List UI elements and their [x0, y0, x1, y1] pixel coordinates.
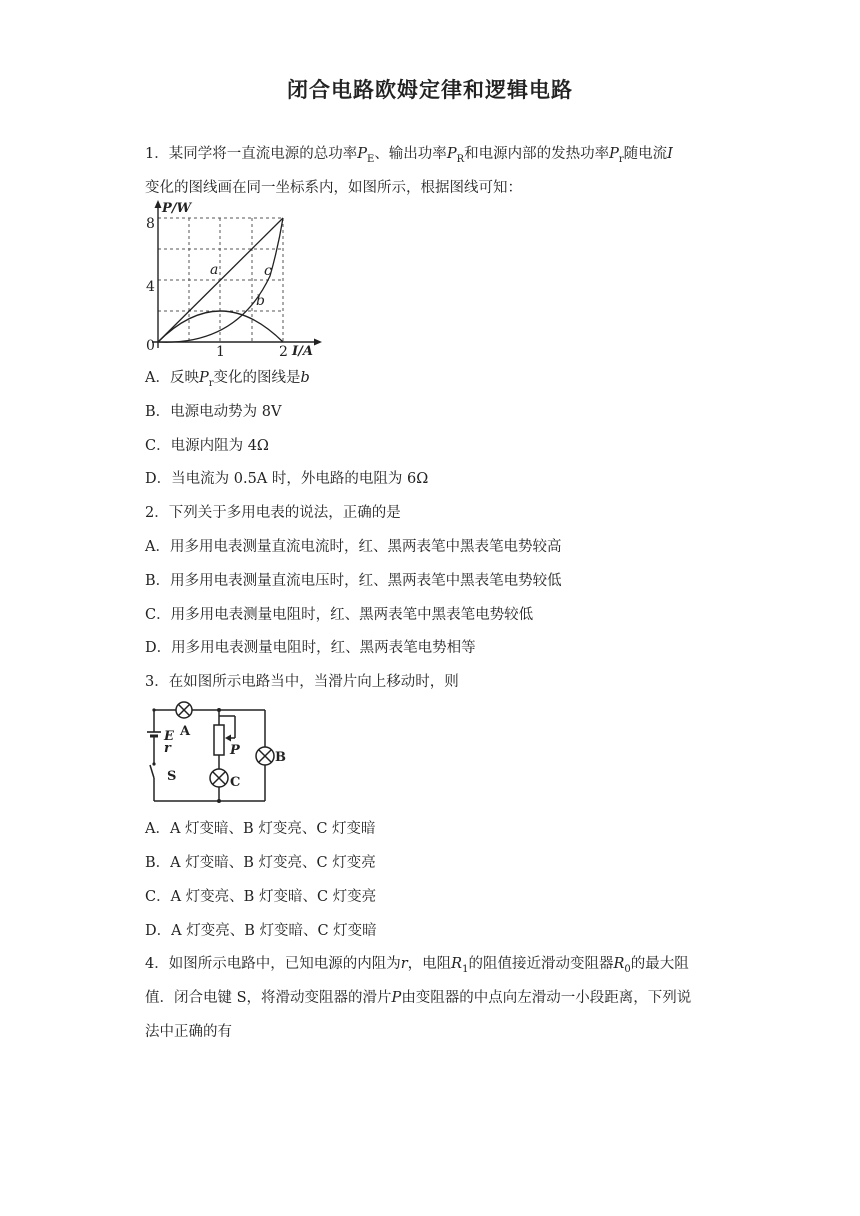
label-emf-e: E — [164, 729, 174, 744]
q3-option-c: C．A 灯变亮、B 灯变暗、C 灯变亮 — [145, 889, 377, 905]
curve-label-a: a — [210, 262, 219, 278]
curve-label-c: c — [264, 263, 272, 279]
q2-option-a: A．用多用电表测量直流电流时，红、黑两表笔中黑表笔电势较高 — [145, 539, 562, 555]
y-tick-8: 8 — [146, 216, 155, 232]
q1-power-graph — [142, 198, 342, 360]
q2-option-c: C．用多用电表测量电阻时，红、黑两表笔中黑表笔电势较低 — [145, 607, 534, 623]
page-title: 闭合电路欧姆定律和逻辑电路 — [287, 78, 573, 102]
label-lamp-b: B — [275, 750, 286, 765]
label-slider-p: P — [230, 743, 240, 758]
q1-option-d: D．当电流为 0.5A 时，外电路的电阻为 6Ω — [145, 471, 429, 487]
y-tick-4: 4 — [146, 279, 155, 295]
y-tick-0: 0 — [146, 338, 155, 354]
q3-option-d: D．A 灯变亮、B 灯变暗、C 灯变暗 — [145, 923, 377, 939]
q2-option-d: D．用多用电表测量电阻时，红、黑两表笔电势相等 — [145, 640, 476, 656]
x-tick-2: 2 — [279, 344, 288, 360]
label-internal-r: r — [164, 741, 171, 756]
label-lamp-a: A — [180, 724, 191, 739]
q1-option-c: C．电源内阻为 4Ω — [145, 438, 269, 454]
q4-stem-line1: 4．如图所示电路中，已知电源的内阻为r，电阻$R_1$的阻值接近滑动变阻器$R_0$的最大阻 — [145, 956, 689, 975]
q2-option-b: B．用多用电表测量直流电压时，红、黑两表笔中黑表笔电势较低 — [145, 573, 562, 589]
curve-label-b: b — [256, 293, 265, 309]
q1-option-b: B．电源电动势为 8V — [145, 404, 282, 420]
label-lamp-c: C — [230, 775, 241, 790]
y-axis-label: P/W — [162, 201, 192, 216]
q3-option-a: A．A 灯变暗、B 灯变亮、C 灯变暗 — [145, 821, 376, 837]
x-tick-1: 1 — [216, 344, 225, 360]
q3-circuit-diagram — [145, 698, 295, 806]
q1-stem-line1: 1．某同学将一直流电源的总功率$P_E$、输出功率$P_R$和电源内部的发热功率$P_r$随电流I — [145, 146, 673, 165]
label-switch-s: S — [167, 769, 177, 784]
x-axis-label: I/A — [292, 344, 313, 359]
q1-option-a: A．反映$P_r$变化的图线是b — [145, 370, 310, 389]
q4-stem-line2: 值．闭合电键 S，将滑动变阻器的滑片P由变阻器的中点向左滑动一小段距离，下列说 — [145, 990, 692, 1006]
q2-stem: 2．下列关于多用电表的说法，正确的是 — [145, 505, 401, 521]
q3-stem: 3．在如图所示电路当中，当滑片向上移动时，则 — [145, 674, 459, 690]
q4-stem-line3: 法中正确的有 — [145, 1024, 232, 1040]
q1-stem-line2: 变化的图线画在同一坐标系内，如图所示，根据图线可知： — [145, 180, 522, 196]
q3-option-b: B．A 灯变暗、B 灯变亮、C 灯变亮 — [145, 855, 376, 871]
